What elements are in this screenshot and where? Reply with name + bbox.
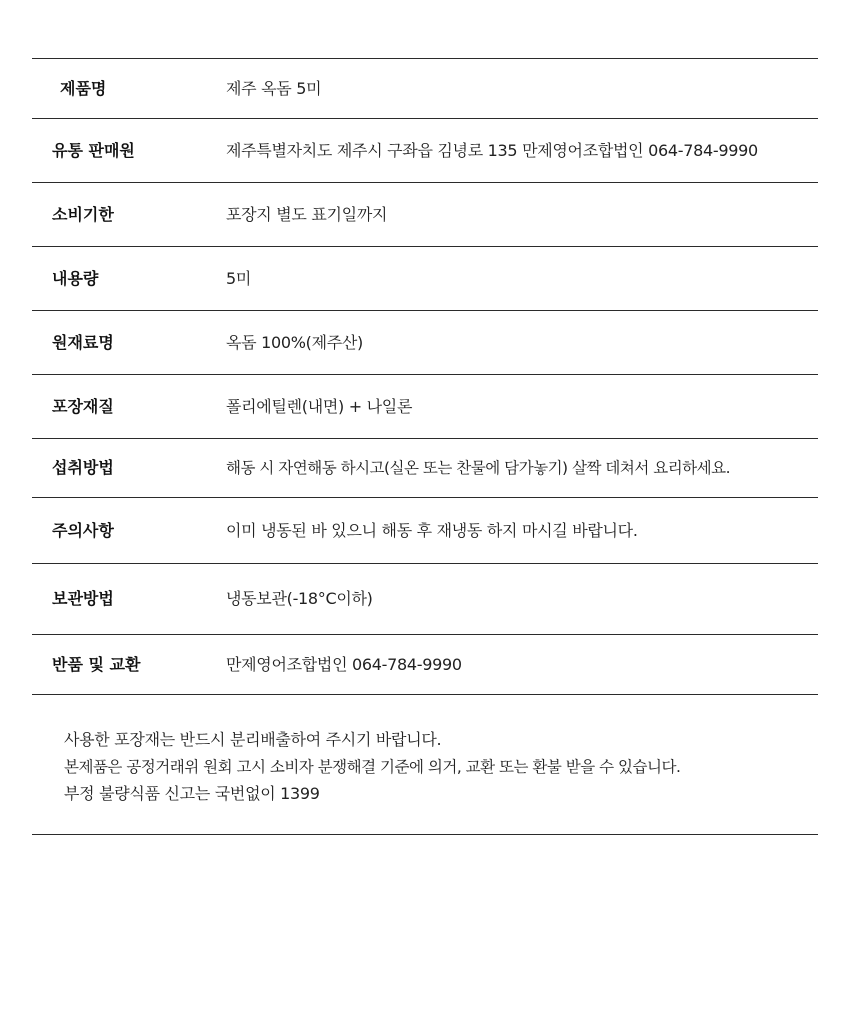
- table-row: [32, 59, 818, 119]
- row-label: 유통 판매원: [52, 140, 135, 160]
- row-value: 포장지 별도 표기일까지: [226, 204, 388, 224]
- table-row: [32, 183, 818, 247]
- notice-line: 사용한 포장재는 반드시 분리배출하여 주시기 바랍니다.: [64, 730, 442, 749]
- row-label: 소비기한: [52, 204, 114, 224]
- product-info-table: [32, 58, 818, 695]
- table-row: [32, 498, 818, 564]
- row-label: 제품명: [60, 78, 107, 98]
- row-label: 보관방법: [52, 589, 114, 608]
- row-value: 제주 옥돔 5미: [226, 78, 322, 98]
- row-value: 5미: [226, 268, 252, 288]
- table-row: [32, 635, 818, 695]
- table-row: [32, 311, 818, 375]
- row-label: 내용량: [52, 268, 99, 288]
- row-value: 폴리에틸렌(내면) + 나일론: [226, 396, 413, 416]
- notice-box: [32, 695, 818, 835]
- row-value: 냉동보관(-18°C이하): [226, 589, 373, 608]
- row-value: 제주특별자치도 제주시 구좌읍 김녕로 135 만제영어조합법인 064-784-9990: [226, 140, 758, 160]
- row-label: 반품 및 교환: [52, 654, 141, 674]
- row-value: 옥돔 100%(제주산): [226, 332, 363, 352]
- notice-line: 본제품은 공정거래위 원회 고시 소비자 분쟁해결 기준에 의거, 교환 또는 환불 받을 수 있습니다.: [64, 758, 681, 776]
- table-row: [32, 375, 818, 439]
- row-label: 포장재질: [52, 396, 114, 416]
- table-row: [32, 439, 818, 498]
- table-row: [32, 247, 818, 311]
- notice-line: 부정 불량식품 신고는 국번없이 1399: [64, 784, 320, 803]
- row-label: 원재료명: [52, 332, 114, 352]
- row-value: 이미 냉동된 바 있으니 해동 후 재냉동 하지 마시길 바랍니다.: [226, 520, 638, 540]
- row-value: 만제영어조합법인 064-784-9990: [226, 654, 462, 674]
- row-value: 해동 시 자연해동 하시고(실온 또는 찬물에 담가놓기) 살짝 데쳐서 요리하세요.: [226, 459, 731, 477]
- row-label: 섭취방법: [52, 458, 114, 477]
- row-label: 주의사항: [52, 520, 114, 540]
- table-row: [32, 564, 818, 635]
- table-row: [32, 119, 818, 183]
